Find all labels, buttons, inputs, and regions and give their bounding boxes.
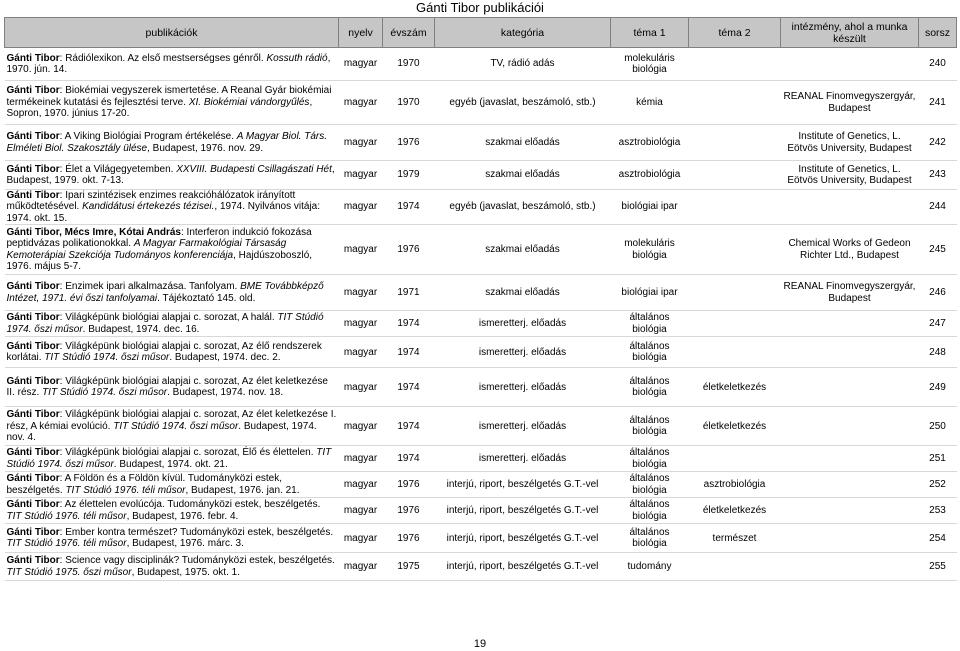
author-name: Gánti Tibor xyxy=(6,131,60,143)
language-cell: magyar xyxy=(339,125,383,161)
institution-cell xyxy=(781,407,919,446)
topic2-cell xyxy=(689,553,781,581)
publications-table xyxy=(4,17,957,581)
publication-cell xyxy=(5,407,339,446)
col-header-kategoria: kategória xyxy=(435,18,611,48)
table-row xyxy=(5,472,957,498)
publication-cell xyxy=(5,125,339,161)
topic1-cell: általános biológia xyxy=(611,498,689,524)
col-header-evszam: évszám xyxy=(383,18,435,48)
publication-cell xyxy=(5,368,339,407)
publication-text: : Ember kontra természet? Tudományközi estek, beszélgetés. xyxy=(59,526,334,538)
topic2-cell: életkeletkezés xyxy=(689,498,781,524)
publication-cell xyxy=(5,472,339,498)
year-cell: 1970 xyxy=(383,48,435,81)
publication-cell xyxy=(5,446,339,472)
category-cell: interjú, riport, beszélgetés G.T.-vel xyxy=(435,498,611,524)
topic1-cell: általános biológia xyxy=(611,407,689,446)
author-name: Gánti Tibor xyxy=(6,281,60,293)
author-name: Gánti Tibor xyxy=(6,52,60,64)
institution-cell xyxy=(781,311,919,337)
year-cell: 1979 xyxy=(383,161,435,190)
col-header-intezmeny: intézmény, ahol a munka készült xyxy=(781,18,919,48)
publication-text: : Science vagy disciplinák? Tudományközi estek, beszélgetés. xyxy=(59,555,335,567)
publication-cell xyxy=(5,225,339,275)
topic2-cell xyxy=(689,311,781,337)
publication-text: . Tájékoztató 145. old. xyxy=(157,292,256,304)
publication-text: , Budapest, 1976. jan. 21. xyxy=(185,484,300,496)
year-cell: 1974 xyxy=(383,446,435,472)
topic1-cell: molekuláris biológia xyxy=(611,225,689,275)
serial-number-cell: 244 xyxy=(919,190,957,225)
publication-text: , Budapest, 1976. nov. 29. xyxy=(147,142,264,154)
topic1-cell: asztrobiológia xyxy=(611,125,689,161)
category-cell: egyéb (javaslat, beszámoló, stb.) xyxy=(435,190,611,225)
author-name: Gánti Tibor xyxy=(6,447,60,459)
venue-title: A Magyar Biol. Társ. Elméleti Biol. Szakosztály ülése xyxy=(6,131,328,154)
publication-text: : Világképünk biológiai alapjai c. sorozat, A halál. xyxy=(59,312,278,324)
table-row xyxy=(5,225,957,275)
publication-text: , Sopron, 1970. június 17-20. xyxy=(6,96,313,120)
serial-number-cell: 253 xyxy=(919,498,957,524)
table-row xyxy=(5,275,957,311)
topic1-cell: tudomány xyxy=(611,553,689,581)
venue-title: XI. Biokémiai vándorgyűlés xyxy=(188,96,310,108)
topic1-cell: biológiai ipar xyxy=(611,275,689,311)
author-name: Gánti Tibor xyxy=(6,85,60,97)
publication-text: : Interferon indukció fokozása peptidvázas polikationokkal. xyxy=(6,226,312,250)
venue-title: TIT Stúdió 1974. őszi műsor xyxy=(42,387,168,399)
year-cell: 1970 xyxy=(383,81,435,125)
topic1-cell: általános biológia xyxy=(611,472,689,498)
institution-cell: REANAL Finomvegyszergyár, Budapest xyxy=(781,275,919,311)
topic1-cell: általános biológia xyxy=(611,446,689,472)
year-cell: 1974 xyxy=(383,368,435,407)
publication-text: : A Földön és a Földön kívül. Tudományközi estek, beszélgetés. xyxy=(6,473,282,496)
venue-title: Kandidátusi értekezés tézisei. xyxy=(82,201,215,213)
language-cell: magyar xyxy=(339,407,383,446)
category-cell: interjú, riport, beszélgetés G.T.-vel xyxy=(435,472,611,498)
language-cell: magyar xyxy=(339,48,383,81)
serial-number-cell: 240 xyxy=(919,48,957,81)
author-name: Gánti Tibor xyxy=(6,375,60,387)
topic1-cell: biológiai ipar xyxy=(611,190,689,225)
year-cell: 1975 xyxy=(383,553,435,581)
serial-number-cell: 241 xyxy=(919,81,957,125)
topic1-cell: általános biológia xyxy=(611,524,689,553)
serial-number-cell: 254 xyxy=(919,524,957,553)
publication-text: : A Viking Biológiai Program értékelése. xyxy=(59,131,237,143)
venue-title: TIT Stúdió 1974. őszi műsor xyxy=(6,312,324,335)
venue-title: TIT Stúdió 1974. őszi műsor xyxy=(6,447,332,470)
category-cell: ismeretterj. előadás xyxy=(435,311,611,337)
publication-text: . Budapest, 1974. nov. 18. xyxy=(167,387,284,399)
col-header-nyelv: nyelv xyxy=(339,18,383,48)
institution-cell xyxy=(781,446,919,472)
topic2-cell xyxy=(689,161,781,190)
language-cell: magyar xyxy=(339,472,383,498)
publication-text: : Világképünk biológiai alapjai c. sorozat, Az élő rendszerek korlátai. xyxy=(6,340,322,364)
topic1-cell: molekuláris biológia xyxy=(611,48,689,81)
year-cell: 1976 xyxy=(383,472,435,498)
publication-cell xyxy=(5,275,339,311)
category-cell: egyéb (javaslat, beszámoló, stb.) xyxy=(435,81,611,125)
institution-cell xyxy=(781,524,919,553)
publication-text: : Világképünk biológiai alapjai c. sorozat, Az élet keletkezése II. rész. xyxy=(6,375,328,399)
category-cell: interjú, riport, beszélgetés G.T.-vel xyxy=(435,553,611,581)
language-cell: magyar xyxy=(339,368,383,407)
institution-cell: Chemical Works of Gedeon Richter Ltd., Budapest xyxy=(781,225,919,275)
serial-number-cell: 243 xyxy=(919,161,957,190)
table-row xyxy=(5,125,957,161)
year-cell: 1976 xyxy=(383,125,435,161)
serial-number-cell: 255 xyxy=(919,553,957,581)
topic2-cell xyxy=(689,81,781,125)
author-name: Gánti Tibor xyxy=(6,163,60,175)
publication-cell xyxy=(5,48,339,81)
publication-cell xyxy=(5,337,339,368)
category-cell: ismeretterj. előadás xyxy=(435,337,611,368)
table-row xyxy=(5,368,957,407)
language-cell: magyar xyxy=(339,275,383,311)
page-number: 19 xyxy=(473,638,487,650)
publication-text: : Enzimek ipari alkalmazása. Tanfolyam. xyxy=(59,281,241,293)
topic1-cell: általános biológia xyxy=(611,368,689,407)
author-name: Gánti Tibor xyxy=(6,190,60,201)
publication-text: . Budapest, 1974. dec. 16. xyxy=(82,323,200,335)
venue-title: A Magyar Farmakológiai Társaság Kemoterápiai Szekciója Tudományos konferenciája xyxy=(6,238,287,261)
publication-text: . Budapest, 1974. dec. 2. xyxy=(169,352,281,364)
topic2-cell xyxy=(689,337,781,368)
institution-cell: Institute of Genetics, L. Eötvös University, Budapest xyxy=(781,161,919,190)
category-cell: szakmai előadás xyxy=(435,161,611,190)
institution-cell xyxy=(781,48,919,81)
publication-cell xyxy=(5,498,339,524)
topic1-cell: kémia xyxy=(611,81,689,125)
publication-cell xyxy=(5,553,339,581)
language-cell: magyar xyxy=(339,81,383,125)
topic2-cell xyxy=(689,48,781,81)
topic2-cell xyxy=(689,125,781,161)
publication-text: : Élet a Világegyetemben. xyxy=(59,163,177,175)
publication-cell xyxy=(5,311,339,337)
venue-title: TIT Stúdió 1976. téli műsor xyxy=(6,510,127,522)
category-cell: szakmai előadás xyxy=(435,125,611,161)
table-row xyxy=(5,407,957,446)
table-row xyxy=(5,81,957,125)
publication-text: , Budapest, 1975. okt. 1. xyxy=(131,566,240,578)
publication-text: : Az élettelen evolúcója. Tudományközi estek, beszélgetés. xyxy=(59,499,321,511)
institution-cell xyxy=(781,498,919,524)
publication-text: : Ipari szintézisek enzimes reakcióhálózatok irányított működtetésével. xyxy=(6,190,296,213)
serial-number-cell: 246 xyxy=(919,275,957,311)
col-header-sorsz: sorsz xyxy=(919,18,957,48)
institution-cell xyxy=(781,337,919,368)
serial-number-cell: 251 xyxy=(919,446,957,472)
serial-number-cell: 250 xyxy=(919,407,957,446)
topic1-cell: általános biológia xyxy=(611,311,689,337)
category-cell: ismeretterj. előadás xyxy=(435,407,611,446)
language-cell: magyar xyxy=(339,161,383,190)
publication-text: , Hajdúszoboszló, 1976. május 5-7. xyxy=(6,249,313,273)
col-header-tema1: téma 1 xyxy=(611,18,689,48)
publication-text: : Biokémiai vegyszerek ismertetése. A Reanal Gyár biokémiai termékeinek kutatási és fejlesztési terve. xyxy=(6,85,332,108)
category-cell: ismeretterj. előadás xyxy=(435,368,611,407)
topic2-cell: természet xyxy=(689,524,781,553)
category-cell: ismeretterj. előadás xyxy=(435,446,611,472)
topic2-cell xyxy=(689,446,781,472)
venue-title: TIT Stúdió 1974. őszi műsor xyxy=(44,352,170,364)
language-cell: magyar xyxy=(339,337,383,368)
language-cell: magyar xyxy=(339,446,383,472)
publication-text: . Budapest, 1974. nov. 4. xyxy=(6,420,317,443)
year-cell: 1974 xyxy=(383,407,435,446)
col-header-tema2: téma 2 xyxy=(689,18,781,48)
topic2-cell xyxy=(689,275,781,311)
page-title: Gánti Tibor publikációi xyxy=(416,0,544,15)
publication-cell xyxy=(5,81,339,125)
institution-cell xyxy=(781,553,919,581)
institution-cell xyxy=(781,368,919,407)
language-cell: magyar xyxy=(339,498,383,524)
serial-number-cell: 247 xyxy=(919,311,957,337)
year-cell: 1976 xyxy=(383,498,435,524)
publication-text: : Rádiólexikon. Az első mestserségses génről. xyxy=(59,52,267,64)
author-name: Gánti Tibor xyxy=(6,526,60,538)
year-cell: 1971 xyxy=(383,275,435,311)
publication-text: , Budapest, 1976. febr. 4. xyxy=(126,510,239,522)
institution-cell: Institute of Genetics, L. Eötvös University, Budapest xyxy=(781,125,919,161)
year-cell: 1976 xyxy=(383,524,435,553)
publication-text: , 1974. Nyilvános vitája: 1974. okt. 15. xyxy=(6,201,321,224)
serial-number-cell: 248 xyxy=(919,337,957,368)
table-row xyxy=(5,524,957,553)
table-row xyxy=(5,161,957,190)
category-cell: interjú, riport, beszélgetés G.T.-vel xyxy=(435,524,611,553)
language-cell: magyar xyxy=(339,553,383,581)
table-row xyxy=(5,498,957,524)
serial-number-cell: 249 xyxy=(919,368,957,407)
category-cell: TV, rádió adás xyxy=(435,48,611,81)
venue-title: XXVIII. Budapesti Csillagászati Hét xyxy=(176,163,332,175)
table-row xyxy=(5,337,957,368)
author-name: Gánti Tibor xyxy=(6,312,60,324)
venue-title: BME Továbbképző Intézet, 1971. évi őszi tanfolyamai xyxy=(6,281,324,304)
topic2-cell: asztrobiológia xyxy=(689,472,781,498)
author-name: Gánti Tibor, Mécs Imre, Kótai András xyxy=(6,226,181,238)
year-cell: 1976 xyxy=(383,225,435,275)
serial-number-cell: 252 xyxy=(919,472,957,498)
table-row xyxy=(5,190,957,225)
language-cell: magyar xyxy=(339,524,383,553)
topic2-cell: életkeletkezés xyxy=(689,407,781,446)
topic2-cell xyxy=(689,225,781,275)
institution-cell: REANAL Finomvegyszergyár, Budapest xyxy=(781,81,919,125)
publication-text: , Budapest, 1976. márc. 3. xyxy=(126,538,244,550)
language-cell: magyar xyxy=(339,190,383,225)
author-name: Gánti Tibor xyxy=(6,473,60,485)
topic2-cell xyxy=(689,190,781,225)
publication-text: , Budapest, 1979. okt. 7-13. xyxy=(6,163,335,186)
venue-title: TIT Stúdió 1975. őszi műsor xyxy=(6,566,132,578)
author-name: Gánti Tibor xyxy=(6,409,60,421)
serial-number-cell: 242 xyxy=(919,125,957,161)
institution-cell xyxy=(781,472,919,498)
table-row xyxy=(5,48,957,81)
language-cell: magyar xyxy=(339,225,383,275)
topic2-cell: életkeletkezés xyxy=(689,368,781,407)
topic1-cell: általános biológia xyxy=(611,337,689,368)
col-header-publikaciok: publikációk xyxy=(5,18,339,48)
table-row xyxy=(5,311,957,337)
publication-cell xyxy=(5,190,339,225)
publication-text: , 1970. jún. 14. xyxy=(6,52,331,75)
serial-number-cell: 245 xyxy=(919,225,957,275)
publication-cell xyxy=(5,524,339,553)
author-name: Gánti Tibor xyxy=(6,340,60,352)
topic1-cell: asztrobiológia xyxy=(611,161,689,190)
header-row xyxy=(5,18,957,48)
language-cell: magyar xyxy=(339,311,383,337)
year-cell: 1974 xyxy=(383,190,435,225)
venue-title: TIT Stúdió 1974. őszi műsor xyxy=(113,420,239,432)
venue-title: TIT Stúdió 1976. téli műsor xyxy=(65,484,186,496)
year-cell: 1974 xyxy=(383,311,435,337)
publication-text: : Világképünk biológiai alapjai c. sorozat, Élő és élettelen. xyxy=(59,447,317,459)
author-name: Gánti Tibor xyxy=(6,499,60,511)
venue-title: Kossuth rádió xyxy=(266,52,328,64)
venue-title: TIT Stúdió 1976. téli műsor xyxy=(6,538,127,550)
institution-cell xyxy=(781,190,919,225)
category-cell: szakmai előadás xyxy=(435,225,611,275)
author-name: Gánti Tibor xyxy=(6,555,60,567)
category-cell: szakmai előadás xyxy=(435,275,611,311)
table-row xyxy=(5,446,957,472)
publication-text: : Világképünk biológiai alapjai c. sorozat, Az élet keletkezése I. rész, A kémiai evolúció. xyxy=(6,409,337,432)
publication-text: . Budapest, 1974. okt. 21. xyxy=(113,458,228,470)
publication-cell xyxy=(5,161,339,190)
year-cell: 1974 xyxy=(383,337,435,368)
table-row xyxy=(5,553,957,581)
